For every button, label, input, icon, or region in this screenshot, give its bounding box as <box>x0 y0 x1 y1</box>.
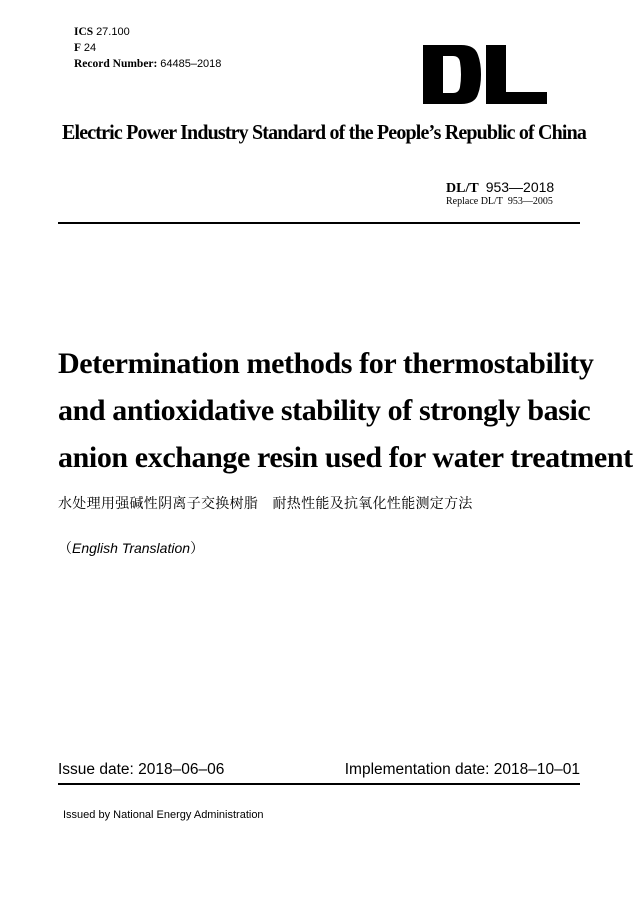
document-title-line-3: anion exchange resin used for water treatment <box>58 441 633 474</box>
ics-value: 27.100 <box>96 26 130 38</box>
bottom-divider <box>58 783 580 785</box>
replaces-standard <box>446 196 553 207</box>
paren-close: ） <box>190 540 205 556</box>
record-number-label: Record Number: <box>74 58 158 70</box>
chinese-title: 水处理用强碱性阴离子交换树脂 耐热性能及抗氧化性能测定方法 <box>58 496 473 512</box>
classification-value: 24 <box>83 42 97 54</box>
translation-note <box>58 538 204 558</box>
dl-logo-icon <box>423 45 547 104</box>
implementation-date: Implementation date: 2018–10–01 <box>344 761 580 778</box>
standard-code-number: 953—2018 <box>485 179 555 195</box>
classification-line <box>74 40 221 56</box>
top-divider <box>58 222 580 224</box>
issuer: Issued by National Energy Administration <box>63 809 264 821</box>
document-title-line-2: and antioxidative stability of strongly basic <box>58 394 591 427</box>
record-number-value: 64485–2018 <box>160 58 222 70</box>
record-number-line <box>74 56 221 72</box>
standard-title: Electric Power Industry Standard of the People’s Republic of China <box>62 120 587 144</box>
ics-line <box>74 24 221 40</box>
paren-open: （ <box>58 540 72 556</box>
replace-number: 953—2005 <box>507 196 553 207</box>
issue-date: Issue date: 2018–06–06 <box>58 761 225 778</box>
dates-row <box>58 761 580 779</box>
replace-label: Replace DL/T <box>446 196 503 207</box>
document-title-line-1: Determination methods for thermostability <box>58 347 594 380</box>
document-title <box>58 340 633 481</box>
classification-label: F <box>74 42 82 54</box>
ics-label: ICS <box>74 26 94 38</box>
translation-note-text: English Translation <box>72 540 191 556</box>
standard-code <box>446 179 554 197</box>
standard-code-prefix: DL/T <box>446 181 479 196</box>
document-metadata <box>74 24 221 72</box>
